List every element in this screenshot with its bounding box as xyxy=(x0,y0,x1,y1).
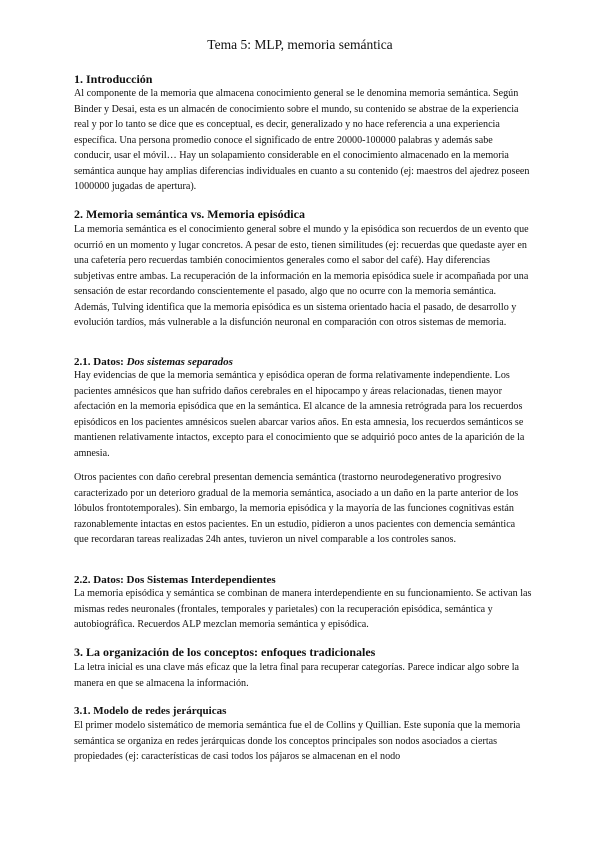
section-2-1-heading-emphasis: Dos sistemas separados xyxy=(126,356,233,368)
section-3-1-paragraph: El primer modelo sistemático de memoria semántica fue el de Collins y Quillian. Este suponía que la memoria semántica se organiza en redes jerárquicas donde los conceptos principales son nodos asociados a ciertas propiedades (ej: características de casi todos los pájaros se almacenan en el nodo xyxy=(74,720,521,762)
section-2-heading: 2. Memoria semántica vs. Memoria episódica xyxy=(74,207,305,221)
section-2-1-paragraph-1: Hay evidencias de que la memoria semántica y episódica operan de forma relativamente independiente. Los pacientes amnésicos que han sufrido daños cerebrales en el hipocampo y áreas relacionadas, tienen mayor afectación en la memoria episódica que en la semántica. El alcance de la amnesia retrógrada para los recuerdos episódicos en los pacientes amnésicos suelen abarcar varios años. En esta amnesia, los recuerdos semánticos se mantienen relativamente intactos, excepto para el conocimiento que se adquirió poco antes de la aparición de la amnesia. xyxy=(74,370,525,459)
section-2-paragraph: La memoria semántica es el conocimiento general sobre el mundo y la episódica son recuerdos de un evento que ocurrió en un momento y lugar concretos. A pesar de esto, tienen similitudes (ej: recuerdas que quedaste ayer en una cafetería pero recuerdas también conocimientos generales como el sabor del café). Hay diferencias subjetivas entre ambas. La recuperación de la información en la memoria episódica suele ir acompañada por una sensación de estar recordando conscientemente el pasado, algo que no ocurre con la memoria semántica. Además, Tulving identifica que la memoria episódica es un sistema orientado hacia el pasado, de desarrollo y evolución tardíos, más vulnerable a la disfunción neuronal en comparación con otros sistemas de memoria. xyxy=(74,224,529,328)
section-1-paragraph: Al componente de la memoria que almacena conocimiento general se le denomina memoria semántica. Según Binder y Desai, esta es un almacén de conocimiento sobre el mundo, su contenido se abstrae de la experiencia real y por lo tanto se dice que es conceptual, es decir, generalizado y no hace referencia a una experiencia específica. Una persona promedio conoce el significado de entre 20000-100000 palabras y además sabe conducir, usar el móvil… Hay un solapamiento considerable en el conocimiento almacenado en la memoria semántica aunque hay amplias diferencias individuales en cuanto a su contenido (ej: maestros del ajedrez poseen 1000000 jugadas de apertura). xyxy=(74,88,530,192)
section-3-paragraph: La letra inicial es una clave más eficaz que la letra final para recuperar categorías. Parece indicar algo sobre la manera en que se almacena la información. xyxy=(74,662,519,689)
section-3-1-heading: 3.1. Modelo de redes jerárquicas xyxy=(74,705,227,717)
section-2-1-heading-prefix: 2.1. Datos: xyxy=(74,356,127,368)
page-title: Tema 5: MLP, memoria semántica xyxy=(207,37,393,52)
section-2-1-heading xyxy=(74,355,233,369)
section-3-heading: 3. La organización de los conceptos: enfoques tradicionales xyxy=(74,645,376,659)
section-2-2-paragraph: La memoria episódica y semántica se combinan de manera interdependiente en su funcionamiento. Se activan las mismas redes neuronales (frontales, temporales y parietales) con la recuperación episódica, semántica y autobiográfica. Recuerdos ALP mezclan memoria semántica y episódica. xyxy=(74,588,532,630)
section-1-heading: 1. Introducción xyxy=(74,72,153,86)
section-2-2-heading: 2.2. Datos: Dos Sistemas Interdependientes xyxy=(74,574,276,586)
section-2-1-paragraph-2: Otros pacientes con daño cerebral presentan demencia semántica (trastorno neurodegenerativo progresivo caracterizado por un deterioro gradual de la memoria semántica, asociado a un daño en la parte anterior de los lóbulos frontotemporales). Sin embargo, la memoria episódica y la mayoría de las funciones cognitivas están razonablemente intactas en estos pacientes. En un estudio, pidieron a unos pacientes con demencia semántica que recordaran tareas realizadas 24h antes, tuvieron un nivel comparable a los controles sanos. xyxy=(74,472,519,545)
